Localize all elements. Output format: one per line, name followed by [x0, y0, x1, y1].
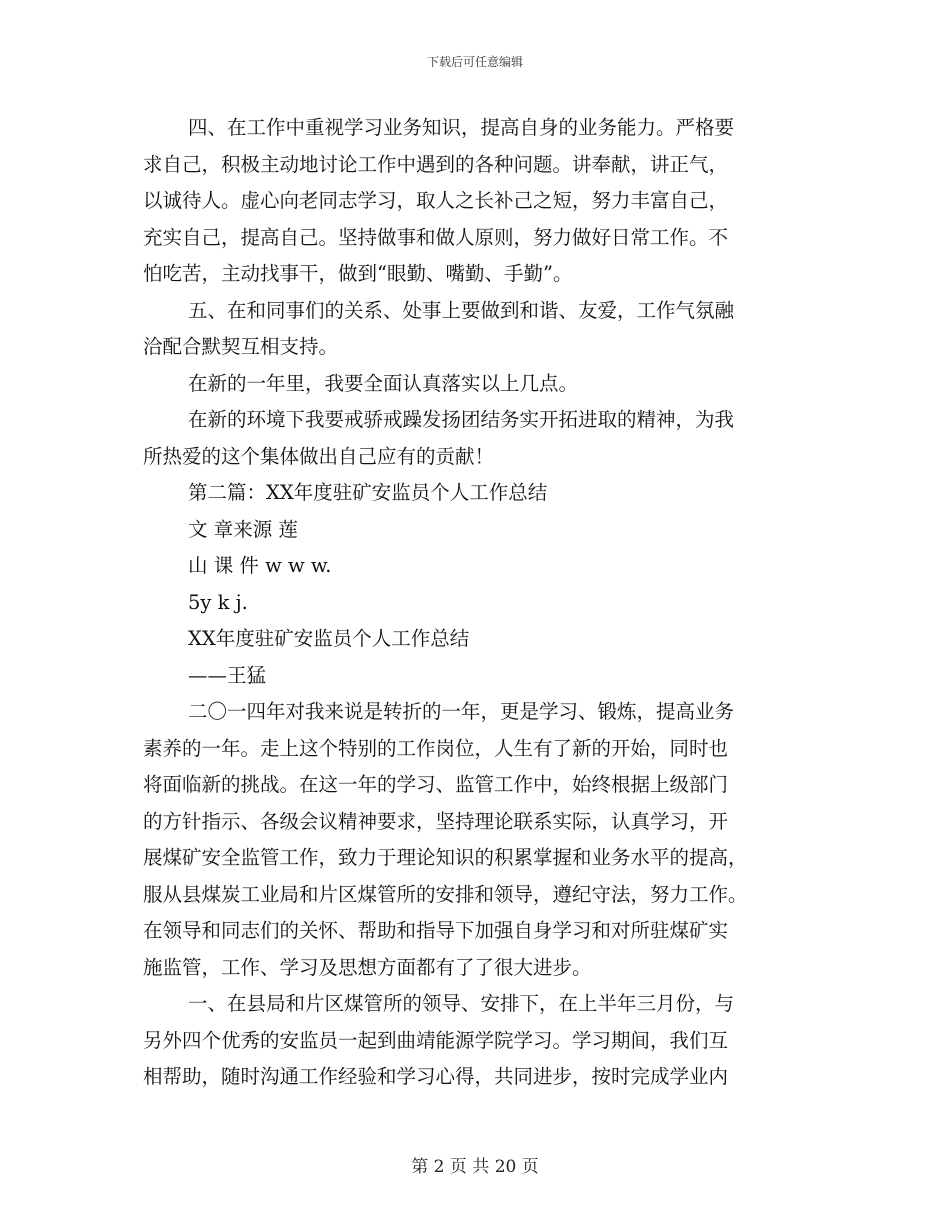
text-line: 施监管，工作、学习及思想方面都有了了很大进步。	[143, 955, 592, 979]
page-footer: 第 2 页 共 20 页	[411, 1157, 539, 1177]
text-line: 另外四个优秀的安监员一起到曲靖能源学院学习。学习期间，我们互	[143, 1028, 729, 1052]
text-line: 5y k j.	[188, 590, 248, 614]
text-line: 相帮助，随时沟通工作经验和学习心得，共同进步，按时完成学业内	[143, 1065, 729, 1088]
text-line: 将面临新的挑战。在这一年的学习、监管工作中，始终根据上级部门	[143, 773, 729, 796]
text-line: 山 课 件 w w w.	[188, 554, 332, 577]
text-line: 二〇一四年对我来说是转折的一年，更是学习、锻炼，提高业务	[188, 700, 735, 723]
text-line: 素养的一年。走上这个特别的工作岗位，人生有了新的开始，同时也	[143, 736, 729, 760]
text-line: 求自己，积极主动地讨论工作中遇到的各种问题。讲奉献，讲正气，	[143, 152, 729, 176]
text-line: 五、在和同事们的关系、处事上要做到和谐、友爱，工作气氛融	[188, 298, 735, 322]
text-line: 以诚待人。虚心向老同志学习，取人之长补己之短，努力丰富自己，	[143, 189, 729, 212]
text-line: 展煤矿安全监管工作，致力于理论知识的积累掌握和业务水平的提高，	[143, 846, 748, 869]
text-line: 洽配合默契互相支持。	[143, 335, 339, 358]
text-line: ——王猛	[188, 663, 267, 687]
text-line: 第二篇：XX年度驻矿安监员个人工作总结	[188, 481, 548, 504]
page-header: 下载后可任意编辑	[426, 55, 523, 69]
text-line: 服从县煤炭工业局和片区煤管所的安排和领导，遵纪守法，努力工作。	[143, 882, 748, 906]
text-line: 怕吃苦，主动找事干，做到“眼勤、嘴勤、手勤”。	[143, 262, 573, 285]
text-line: 在领导和同志们的关怀、帮助和指导下加强自身学习和对所驻煤矿实	[143, 919, 729, 942]
text-line: 文 章来源 莲	[188, 517, 298, 541]
text-line: 在新的环境下我要戒骄戒躁发扬团结务实开拓进取的精神，为我	[188, 408, 735, 431]
document-body	[143, 110, 803, 1096]
text-line: 所热爱的这个集体做出自己应有的贡献！	[143, 444, 495, 468]
text-line: XX年度驻矿安监员个人工作总结	[188, 627, 470, 650]
text-line: 一、在县局和片区煤管所的领导、安排下，在上半年三月份，与	[188, 992, 735, 1015]
text-line: 充实自己，提高自己。坚持做事和做人原则，努力做好日常工作。不	[143, 225, 729, 249]
text-line: 在新的一年里，我要全面认真落实以上几点。	[188, 371, 579, 395]
text-line: 的方针指示、各级会议精神要求，坚持理论联系实际，认真学习，开	[143, 809, 729, 833]
text-line: 四、在工作中重视学习业务知识，提高自身的业务能力。严格要	[188, 116, 735, 139]
